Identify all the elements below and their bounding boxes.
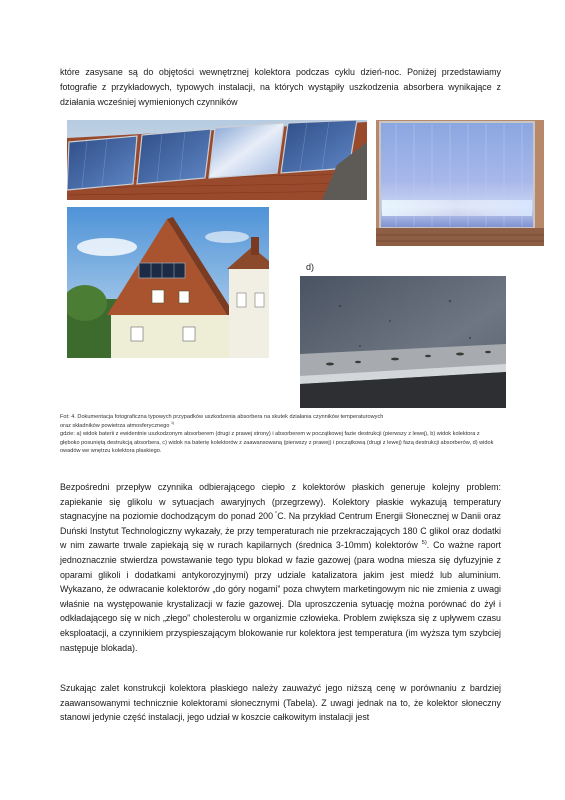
caption-line-2-text: oraz składników powietrza atmosferycznego (60, 422, 170, 429)
main-text-part-3: . Co ważne raport jednoznacznie stwierdza powstawanie tego typu blokad w fazie gazowej (para wodna miesza się dyfuzyjnie z oparami glikoli i dodatkami antykorozyjnymi) przy udziale katalizatora jakim jest miedź lub aluminium. Wykazano, że odwracanie kolektorów „do góry nogami” poza chwytem marketingowym nic nie zmienia z uwagi właśnie na występowanie krystalizacji w fazie gazowej. Dla uproszczenia sytuację można porównać do żył i odkładającego się w nich „złego” cholesterolu w organizmie człowieka. Problem zwiększa się z upływem czasu eksploatacji, a czynnikiem przyspieszającym blokowanie rur kolektora jest temperatura (im wyższa tym szybciej następuje blokada). (60, 540, 502, 653)
photo-c-house (67, 207, 269, 358)
degree-symbol: ° (273, 511, 278, 518)
photo-a-roof-collectors (67, 120, 367, 200)
caption-footnote-ref: 1) (171, 420, 175, 425)
caption-line-1: Fot: 4. Dokumentacja fotograficzna typowych przypadków uszkodzenia absorbera na skutek działania czynników temperaturowych (60, 414, 384, 420)
caption-line-2 (60, 422, 500, 431)
photo-d-insects (300, 276, 506, 408)
main-text-part-1: Bezpośredni przepływ czynnika odbierającego ciepło z kolektorów płaskich generuje kolejny problem: zapiekanie się glikolu w sytuacjach awaryjnych (przegrzewy). Kolektory płaskie wykazują temperatury stagnacyjne na poziomie dochodzącym do ponad 200 (60, 482, 501, 522)
caption-line-3: gdzie: a) widok baterii z ewidentnie uszkodzonym absorberem (drugi z prawej strony) i absorberem w początkowej fazie destrukcji (pierwszy z lewej), b) widok kolektora z głęboko posuniętą destrukcją absorbera, c) widok na baterię kolektorów z zaawansowaną (pierwszy z prawej) i początkową (drugi z lewej) fazą destrukcji absorberów, d) widok owadów we wnętrzu kolektora płaskiego. (60, 431, 494, 455)
photo-d-label: d) (306, 262, 315, 272)
photo-b-absorber-closeup (376, 120, 544, 246)
main-text-part-2: C. Na przykład Centrum Energii Słonecznej w Danii oraz Duński Instytut Technologiczny wykazały, że przy temperaturach nie przekraczających 180 C glikol oraz dodatki w nim zawarte trwale zapiekają się w rurach kapilarnych (średnica 3-10mm) kolektorów (60, 511, 501, 551)
figure-caption (60, 413, 500, 456)
main-paragraph (60, 480, 501, 655)
intro-paragraph: które zasysane są do objętości wewnętrznej kolektora podczas cyklu dzień-noc. Poniżej przedstawiamy fotografie z przykładowych, typowych instalacji, na których wystąpiły uszkodzenia absorbera wynikające z działania wcześniej wymienionych czynników (60, 67, 501, 108)
closing-paragraph: Szukając zalet konstrukcji kolektora płaskiego należy zauważyć jego niższą cenę w porównaniu z bardziej zaawansowanymi technicznie kolektorami słonecznymi (Tabela). Z uwagi jednak na to, że kolektor słoneczny stanowi jedynie część instalacji, jego udział w koszcie całkowitym instalacji jest (60, 683, 501, 723)
footnote-ref-5: 5) (421, 540, 427, 547)
